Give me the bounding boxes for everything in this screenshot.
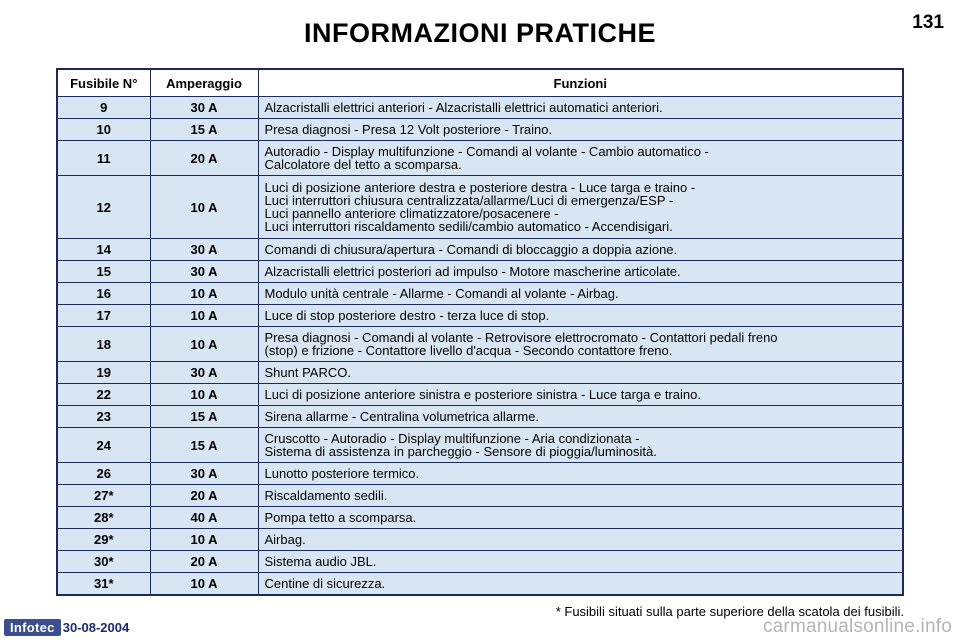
functions-cell: Riscaldamento sedili. <box>258 485 903 507</box>
amperage-cell: 30 A <box>150 239 258 261</box>
table-row <box>57 141 903 176</box>
amperage-cell: 10 A <box>150 283 258 305</box>
table-row <box>57 119 903 141</box>
functions-cell: Luci di posizione anteriore destra e posteriore destra - Luce targa e traino - Luci interruttori chiusura centralizzata/allarme/Luci di emergenza/ESP - Luci pannello anteriore climatizzatore/posacenere - Luci interruttori riscaldamento sedili/cambio automatico - Accendisigari. <box>258 176 903 239</box>
functions-cell: Alzacristalli elettrici posteriori ad impulso - Motore mascherine articolate. <box>258 261 903 283</box>
fuse-number-cell: 12 <box>57 176 150 239</box>
infotec-logo: Infotec <box>4 619 61 636</box>
column-header-fuse: Fusibile N° <box>57 69 150 97</box>
amperage-cell: 20 A <box>150 485 258 507</box>
table-row <box>57 406 903 428</box>
page-number: 131 <box>912 12 944 33</box>
table-row <box>57 261 903 283</box>
functions-cell: Airbag. <box>258 529 903 551</box>
amperage-cell: 10 A <box>150 573 258 595</box>
fuse-table <box>56 68 904 596</box>
table-row <box>57 529 903 551</box>
functions-cell: Comandi di chiusura/apertura - Comandi di bloccaggio a doppia azione. <box>258 239 903 261</box>
fuse-number-cell: 29* <box>57 529 150 551</box>
column-header-amperage: Amperaggio <box>150 69 258 97</box>
fuse-number-cell: 19 <box>57 362 150 384</box>
functions-cell: Shunt PARCO. <box>258 362 903 384</box>
functions-cell: Presa diagnosi - Presa 12 Volt posteriore - Traino. <box>258 119 903 141</box>
table-row <box>57 463 903 485</box>
functions-cell: Sistema audio JBL. <box>258 551 903 573</box>
functions-cell: Lunotto posteriore termico. <box>258 463 903 485</box>
fuse-number-cell: 31* <box>57 573 150 595</box>
amperage-cell: 10 A <box>150 529 258 551</box>
column-header-functions: Funzioni <box>258 69 903 97</box>
functions-cell: Pompa tetto a scomparsa. <box>258 507 903 529</box>
amperage-cell: 10 A <box>150 176 258 239</box>
functions-cell: Luce di stop posteriore destro - terza luce di stop. <box>258 305 903 327</box>
fuse-number-cell: 15 <box>57 261 150 283</box>
fuse-number-cell: 18 <box>57 327 150 362</box>
table-row <box>57 384 903 406</box>
fuse-number-cell: 24 <box>57 428 150 463</box>
amperage-cell: 20 A <box>150 141 258 176</box>
fuse-number-cell: 10 <box>57 119 150 141</box>
table-row <box>57 507 903 529</box>
watermark: carmanualsonline.info <box>762 616 952 637</box>
functions-cell: Luci di posizione anteriore sinistra e posteriore sinistra - Luce targa e traino. <box>258 384 903 406</box>
fuse-number-cell: 16 <box>57 283 150 305</box>
table-header-row <box>57 69 903 97</box>
amperage-cell: 15 A <box>150 119 258 141</box>
table-row <box>57 485 903 507</box>
fuse-number-cell: 28* <box>57 507 150 529</box>
amperage-cell: 30 A <box>150 463 258 485</box>
footnote: * Fusibili situati sulla parte superiore della scatola dei fusibili. <box>555 604 904 619</box>
functions-cell: Modulo unità centrale - Allarme - Comandi al volante - Airbag. <box>258 283 903 305</box>
amperage-cell: 10 A <box>150 327 258 362</box>
footer-date: 30-08-2004 <box>62 619 130 635</box>
fuse-number-cell: 27* <box>57 485 150 507</box>
table-row <box>57 428 903 463</box>
functions-cell: Alzacristalli elettrici anteriori - Alzacristalli elettrici automatici anteriori. <box>258 97 903 119</box>
amperage-cell: 15 A <box>150 406 258 428</box>
amperage-cell: 40 A <box>150 507 258 529</box>
table-row <box>57 573 903 595</box>
table-row <box>57 97 903 119</box>
table-row <box>57 283 903 305</box>
amperage-cell: 10 A <box>150 305 258 327</box>
table-row <box>57 362 903 384</box>
table-row <box>57 327 903 362</box>
table-row <box>57 239 903 261</box>
functions-cell: Sirena allarme - Centralina volumetrica allarme. <box>258 406 903 428</box>
fuse-number-cell: 9 <box>57 97 150 119</box>
amperage-cell: 30 A <box>150 261 258 283</box>
functions-cell: Centine di sicurezza. <box>258 573 903 595</box>
table-row <box>57 176 903 239</box>
fuse-number-cell: 22 <box>57 384 150 406</box>
functions-cell: Autoradio - Display multifunzione - Comandi al volante - Cambio automatico - Calcolatore del tetto a scomparsa. <box>258 141 903 176</box>
table-row <box>57 551 903 573</box>
footer <box>4 618 129 636</box>
fuse-number-cell: 14 <box>57 239 150 261</box>
fuse-number-cell: 11 <box>57 141 150 176</box>
table-row <box>57 305 903 327</box>
fuse-number-cell: 26 <box>57 463 150 485</box>
amperage-cell: 10 A <box>150 384 258 406</box>
fuse-number-cell: 17 <box>57 305 150 327</box>
fuse-number-cell: 30* <box>57 551 150 573</box>
amperage-cell: 20 A <box>150 551 258 573</box>
fuse-number-cell: 23 <box>57 406 150 428</box>
functions-cell: Cruscotto - Autoradio - Display multifunzione - Aria condizionata - Sistema di assistenza in parcheggio - Sensore di pioggia/luminosità. <box>258 428 903 463</box>
amperage-cell: 30 A <box>150 97 258 119</box>
amperage-cell: 15 A <box>150 428 258 463</box>
amperage-cell: 30 A <box>150 362 258 384</box>
page-title: INFORMAZIONI PRATICHE <box>304 18 656 48</box>
functions-cell: Presa diagnosi - Comandi al volante - Retrovisore elettrocromato - Contattori pedali freno (stop) e frizione - Contattore livello d'acqua - Secondo contattore freno. <box>258 327 903 362</box>
